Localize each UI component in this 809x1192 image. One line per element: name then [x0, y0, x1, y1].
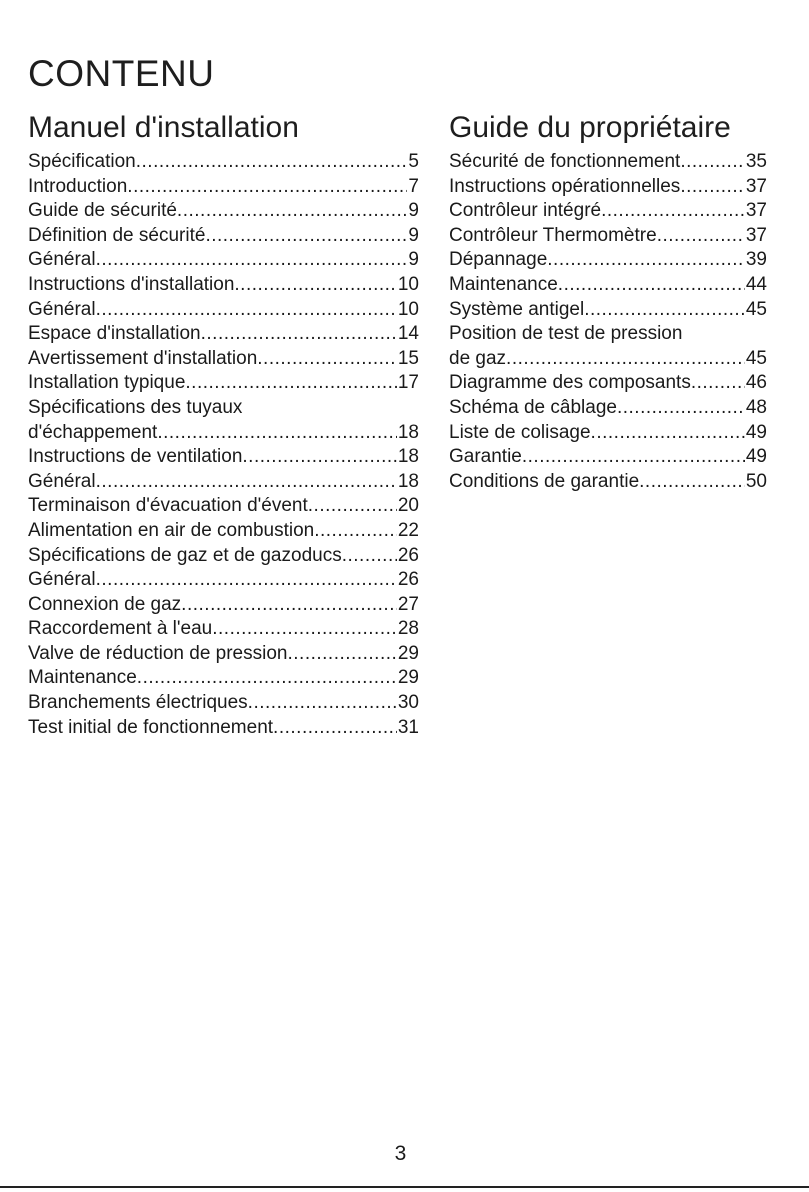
- toc-entry-page: 14: [397, 323, 419, 345]
- installation-toc: [28, 150, 419, 740]
- toc-entry-page: 18: [397, 470, 419, 492]
- toc-entry-page: 37: [745, 200, 767, 222]
- toc-dot-leader: [127, 175, 407, 200]
- toc-dot-leader: [234, 273, 396, 298]
- toc-entry: [28, 175, 419, 200]
- toc-dot-leader: [248, 691, 397, 716]
- toc-entry-row: [28, 470, 419, 495]
- owner-toc: [449, 150, 767, 494]
- toc-entry-row: [449, 298, 767, 323]
- toc-entry-row: [449, 470, 767, 495]
- toc-entry-row: [28, 322, 419, 347]
- toc-entry-row: [28, 445, 419, 470]
- toc-entry-title: Alimentation en air de combustion: [28, 519, 315, 541]
- toc-dot-leader: [591, 421, 745, 446]
- toc-entry-row: [449, 421, 767, 446]
- toc-entry-title: Espace d'installation: [28, 323, 201, 345]
- toc-entry-page: 26: [397, 544, 419, 566]
- toc-entry-title: Général: [28, 569, 96, 591]
- toc-entry-row: [28, 347, 419, 372]
- toc-entry-row: [28, 617, 419, 642]
- toc-entry-row: [28, 175, 419, 200]
- toc-entry-page: 18: [397, 421, 419, 443]
- toc-entry: [28, 494, 419, 519]
- toc-entry: [28, 224, 419, 249]
- toc-entry: [449, 421, 767, 446]
- toc-entry-title: Spécification: [28, 151, 136, 172]
- toc-entry-row: [28, 642, 419, 667]
- toc-entry-page: 17: [397, 372, 419, 394]
- toc-entry-title: Branchements électriques: [28, 692, 248, 714]
- toc-dot-leader: [257, 347, 397, 372]
- toc-entry: [449, 150, 767, 175]
- toc-entry-page: 10: [397, 298, 419, 320]
- toc-dot-leader: [287, 642, 396, 667]
- toc-entry-title: Maintenance: [28, 667, 137, 689]
- toc-entry-row: [28, 248, 419, 273]
- toc-entry-page: 45: [745, 347, 767, 369]
- toc-entry-title: Installation typique: [28, 372, 186, 394]
- toc-entry-page: 37: [745, 224, 767, 246]
- toc-entry: [28, 519, 419, 544]
- toc-entry: [28, 273, 419, 298]
- toc-entry: [28, 396, 419, 445]
- toc-dot-leader: [181, 593, 397, 618]
- toc-entry-row: [28, 273, 419, 298]
- toc-entry-title: Maintenance: [449, 273, 558, 295]
- toc-entry: [28, 691, 419, 716]
- toc-entry: [28, 716, 419, 741]
- toc-entry-page: 5: [408, 151, 419, 172]
- toc-entry: [28, 470, 419, 495]
- toc-entry-row: [28, 298, 419, 323]
- toc-entry-page: 29: [397, 642, 419, 664]
- toc-entry-row: [449, 150, 767, 175]
- toc-dot-leader: [558, 273, 745, 298]
- toc-dot-leader: [691, 371, 745, 396]
- toc-entry-page: 44: [745, 273, 767, 295]
- toc-entry-title: Instructions d'installation: [28, 273, 235, 295]
- toc-entry-row: [449, 445, 767, 470]
- toc-entry-title: d'échappement: [28, 421, 158, 443]
- toc-entry-page: 27: [397, 593, 419, 615]
- toc-entry-row: [449, 199, 767, 224]
- toc-entry-title: Introduction: [28, 175, 128, 197]
- toc-dot-leader: [96, 248, 408, 273]
- toc-entry-page: 50: [745, 470, 767, 492]
- toc-entry: [28, 445, 419, 470]
- toc-dot-leader: [136, 150, 408, 175]
- toc-entry-page: 15: [397, 347, 419, 369]
- toc-entry-row: [449, 175, 767, 200]
- toc-entry: [28, 617, 419, 642]
- toc-dot-leader: [522, 445, 745, 470]
- toc-entry-row: [449, 371, 767, 396]
- toc-entry: [28, 199, 419, 224]
- toc-entry-title: Général: [28, 298, 96, 320]
- toc-entry-title: Garantie: [449, 446, 522, 468]
- toc-entry-title: Schéma de câblage: [449, 396, 617, 418]
- toc-entry-row: [28, 150, 419, 175]
- toc-entry-page: 30: [397, 692, 419, 714]
- toc-entry-page: 28: [397, 618, 419, 640]
- toc-dot-leader: [308, 494, 397, 519]
- toc-entry-row: [449, 224, 767, 249]
- page-title: CONTENU: [28, 53, 215, 94]
- toc-entry: [28, 298, 419, 323]
- toc-dot-leader: [639, 470, 745, 495]
- toc-entry-title: Dépannage: [449, 249, 548, 271]
- toc-entry: [28, 347, 419, 372]
- toc-dot-leader: [342, 544, 397, 569]
- toc-dot-leader: [242, 445, 396, 470]
- toc-entry-title: Instructions de ventilation: [28, 446, 243, 468]
- toc-dot-leader: [96, 470, 397, 495]
- toc-entry-row: [449, 273, 767, 298]
- toc-entry-title: Général: [28, 470, 96, 492]
- toc-entry-title-line: Position de test de pression: [449, 323, 683, 345]
- toc-dot-leader: [137, 666, 397, 691]
- toc-entry: [449, 273, 767, 298]
- toc-entry: [449, 445, 767, 470]
- toc-entry-page: 29: [397, 667, 419, 689]
- toc-dot-leader: [657, 224, 745, 249]
- toc-entry-page: 31: [397, 716, 419, 738]
- bottom-rule: [0, 1186, 809, 1188]
- toc-dot-leader: [201, 322, 397, 347]
- toc-entry: [449, 298, 767, 323]
- toc-entry: [28, 666, 419, 691]
- installation-manual-heading: Manuel d'installation: [28, 111, 299, 144]
- toc-entry-title: de gaz: [449, 347, 507, 369]
- owner-guide-column: [449, 110, 767, 494]
- toc-dot-leader: [205, 224, 407, 249]
- page-number: 3: [394, 1142, 407, 1165]
- toc-entry-page: 22: [397, 519, 419, 541]
- toc-entry-title: Sécurité de fonctionnement: [449, 151, 681, 172]
- toc-entry-title: Raccordement à l'eau: [28, 618, 213, 640]
- toc-entry-title-line: Spécifications des tuyaux: [28, 396, 243, 418]
- toc-dot-leader: [157, 421, 397, 446]
- toc-entry-page: 20: [397, 495, 419, 517]
- toc-dot-leader: [584, 298, 745, 323]
- toc-entry-page: 35: [745, 151, 767, 172]
- toc-entry: [28, 568, 419, 593]
- toc-entry-page: 7: [408, 175, 419, 197]
- toc-entry-row: [449, 248, 767, 273]
- installation-manual-column: [28, 110, 419, 740]
- toc-dot-leader: [273, 716, 397, 741]
- toc-entry-row: [28, 544, 419, 569]
- toc-dot-leader: [680, 150, 745, 175]
- toc-entry-row: [28, 199, 419, 224]
- toc-entry-title: Avertissement d'installation: [28, 347, 258, 369]
- toc-entry-page: 18: [397, 446, 419, 468]
- toc-entry-row: [28, 519, 419, 544]
- toc-entry-page: 37: [745, 175, 767, 197]
- toc-entry: [449, 248, 767, 273]
- toc-entry-title: Instructions opérationnelles: [449, 175, 681, 197]
- toc-entry: [449, 224, 767, 249]
- toc-entry: [28, 322, 419, 347]
- toc-entry: [28, 642, 419, 667]
- toc-entry-row: [28, 666, 419, 691]
- toc-entry: [449, 175, 767, 200]
- toc-dot-leader: [314, 519, 397, 544]
- toc-dot-leader: [601, 199, 745, 224]
- toc-entry: [449, 199, 767, 224]
- toc-entry-row: [28, 716, 419, 741]
- toc-entry-row: [449, 396, 767, 421]
- toc-entry-title: Système antigel: [449, 298, 585, 320]
- toc-entry-title: Définition de sécurité: [28, 224, 206, 246]
- toc-entry: [449, 470, 767, 495]
- toc-entry-title: Contrôleur intégré: [449, 200, 602, 222]
- toc-entry-row: [28, 494, 419, 519]
- toc-entry: [28, 150, 419, 175]
- toc-entry-title: Diagramme des composants: [449, 372, 691, 394]
- toc-entry-page: 49: [745, 446, 767, 468]
- toc-entry-page: 26: [397, 569, 419, 591]
- toc-entry: [449, 371, 767, 396]
- toc-entry-page: 48: [745, 396, 767, 418]
- owner-guide-heading: Guide du propriétaire: [449, 111, 731, 144]
- toc-dot-leader: [96, 568, 397, 593]
- toc-entry-title: Valve de réduction de pression: [28, 642, 288, 664]
- toc-entry: [28, 593, 419, 618]
- toc-dot-leader: [506, 347, 745, 372]
- toc-entry-page: 39: [745, 249, 767, 271]
- toc-entry-page: 9: [408, 224, 419, 246]
- toc-entry-page: 45: [745, 298, 767, 320]
- toc-dot-leader: [96, 298, 397, 323]
- toc-entry: [449, 396, 767, 421]
- toc-entry: [28, 544, 419, 569]
- toc-entry-title: Spécifications de gaz et de gazoducs: [28, 544, 342, 566]
- toc-entry-title: Terminaison d'évacuation d'évent: [28, 495, 308, 517]
- toc-entry-title: Guide de sécurité: [28, 200, 177, 222]
- toc-entry-row: [28, 421, 419, 446]
- toc-entry-row: [28, 371, 419, 396]
- toc-entry: [28, 248, 419, 273]
- toc-entry-title: Général: [28, 249, 96, 271]
- toc-entry-row: [28, 691, 419, 716]
- toc-entry: [449, 322, 767, 371]
- toc-entry-row: [28, 224, 419, 249]
- toc-entry-page: 9: [408, 249, 419, 271]
- toc-entry-page: 9: [408, 200, 419, 222]
- toc-dot-leader: [680, 175, 745, 200]
- toc-entry-row: [28, 568, 419, 593]
- toc-dot-leader: [617, 396, 745, 421]
- toc-entry-title: Conditions de garantie: [449, 470, 640, 492]
- toc-entry-title: Contrôleur Thermomètre: [449, 224, 657, 246]
- toc-dot-leader: [177, 199, 408, 224]
- toc-entry-title: Liste de colisage: [449, 421, 591, 443]
- toc-entry-row: [28, 593, 419, 618]
- toc-dot-leader: [212, 617, 397, 642]
- toc-dot-leader: [547, 248, 745, 273]
- toc-entry-title: Test initial de fonctionnement: [28, 716, 274, 738]
- toc-entry-title: Connexion de gaz: [28, 593, 182, 615]
- toc-dot-leader: [185, 371, 396, 396]
- toc-entry-row: [449, 347, 767, 372]
- toc-entry-page: 10: [397, 273, 419, 295]
- toc-entry-page: 46: [745, 372, 767, 394]
- toc-entry: [28, 371, 419, 396]
- toc-entry-page: 49: [745, 421, 767, 443]
